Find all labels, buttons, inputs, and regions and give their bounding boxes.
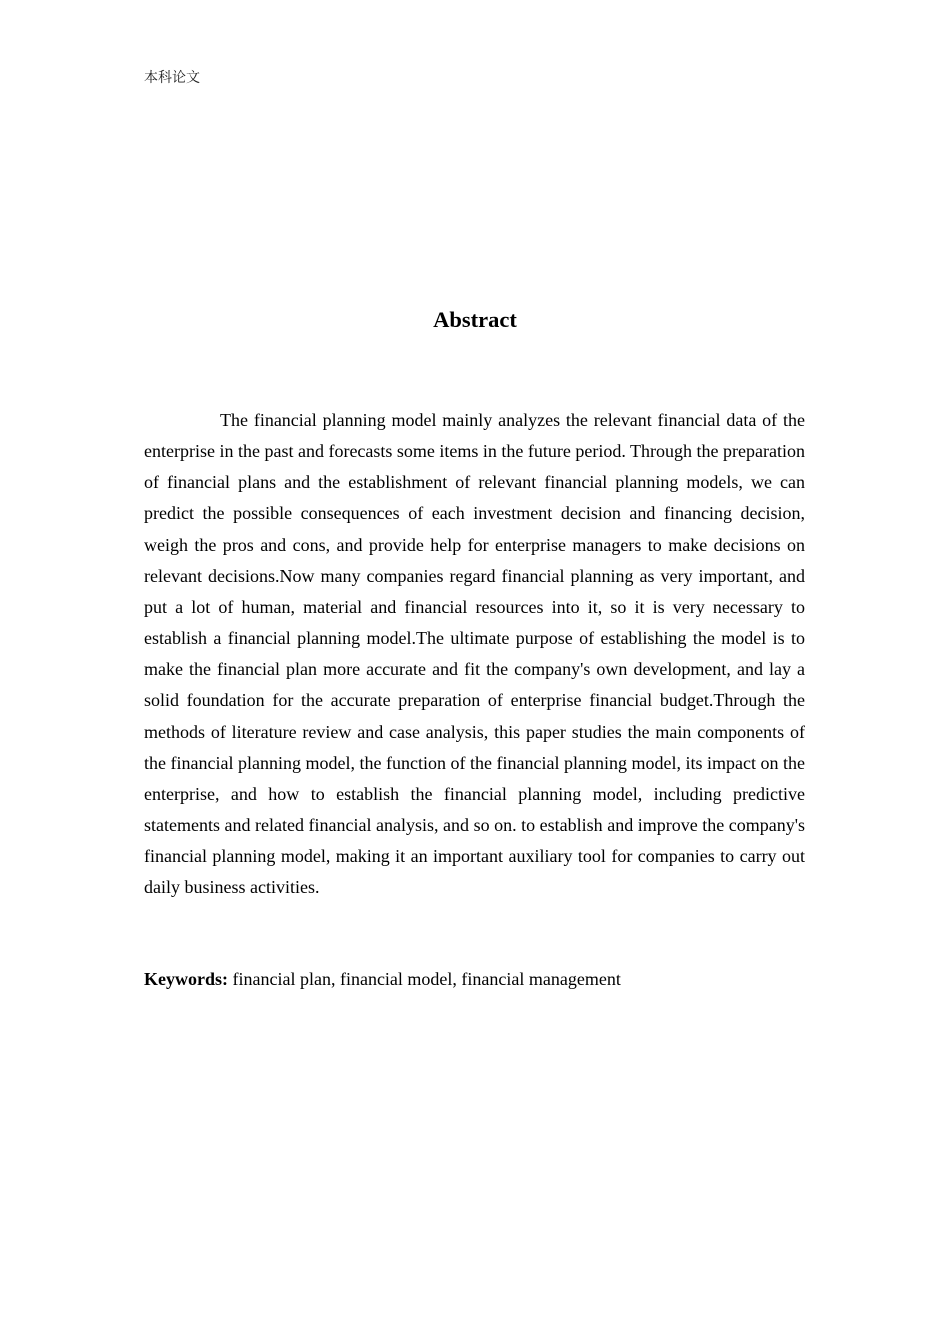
keywords-line: [144, 964, 805, 995]
keywords-text: financial plan, financial model, financial management: [232, 969, 621, 989]
running-header: 本科论文: [144, 70, 200, 86]
abstract-body: The financial planning model mainly analyzes the relevant financial data of the enterprise in the past and forecasts some items in the future period. Through the preparation of financial plans and the establishment of relevant financial planning models, we can predict the possible consequences of each investment decision and financing decision, weigh the pros and cons, and provide help for enterprise managers to make decisions on relevant decisions.Now many companies regard financial planning as very important, and put a lot of human, material and financial resources into it, so it is very necessary to establish a financial planning model.The ultimate purpose of establishing the model is to make the financial plan more accurate and fit the company's own development, and lay a solid foundation for the accurate preparation of enterprise financial budget.Through the methods of literature review and case analysis, this paper studies the main components of the financial planning model, the function of the financial planning model, its impact on the enterprise, and how to establish the financial planning model, including predictive statements and related financial analysis, and so on. to establish and improve the company's financial planning model, making it an important auxiliary tool for companies to carry out daily business activities.: [144, 410, 805, 898]
keywords-label: Keywords:: [144, 969, 228, 989]
abstract-title: Abstract: [433, 307, 517, 332]
